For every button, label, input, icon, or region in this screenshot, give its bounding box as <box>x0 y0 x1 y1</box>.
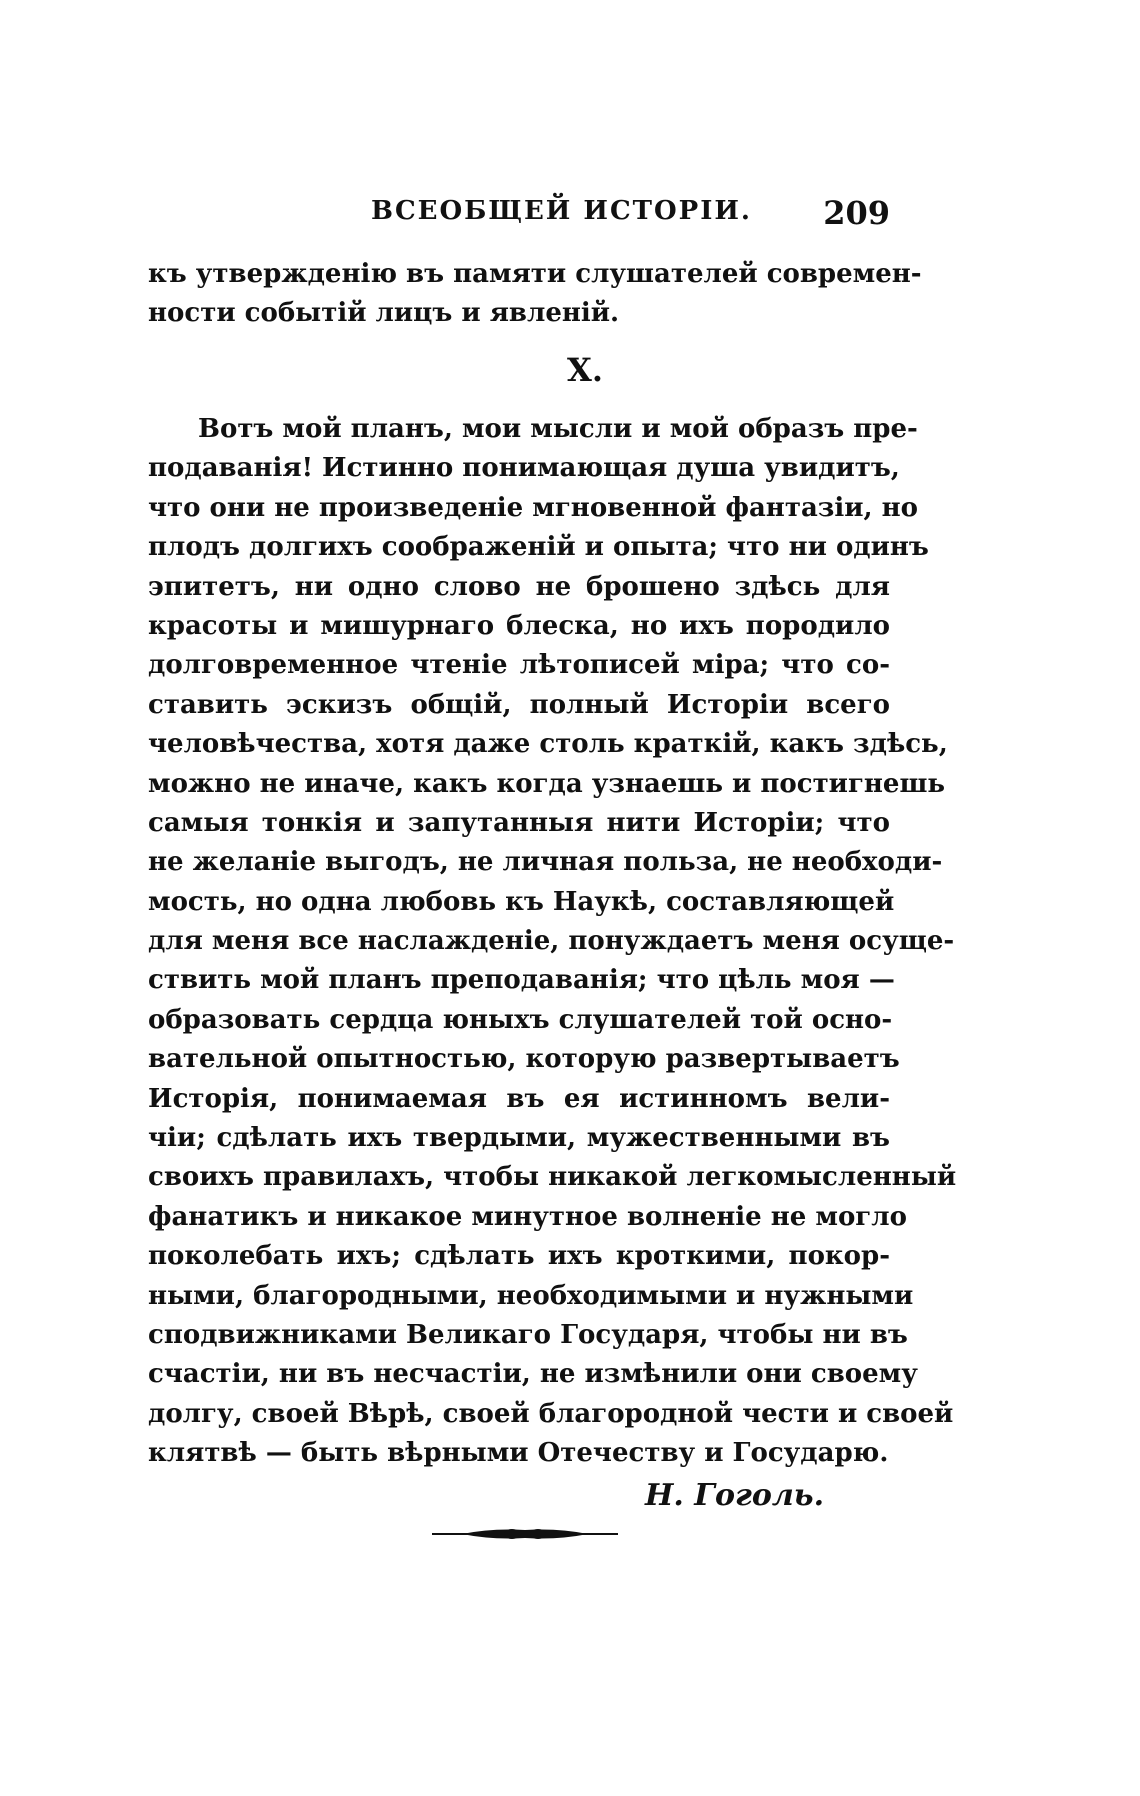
text-line: счастіи, ни въ несчастіи, не измѣнили они своему <box>148 1359 918 1390</box>
text-line: можно не иначе, какъ когда узнаешь и постигнешь <box>148 768 946 799</box>
text-line: своихъ правилахъ, чтобы никакой легкомысленный <box>148 1162 957 1193</box>
running-title: ВСЕОБЩЕЙ ИСТОРІИ. <box>371 196 752 226</box>
end-ornament <box>432 1524 618 1544</box>
text-line: вательной опытностью, которую развертываетъ <box>148 1044 900 1075</box>
text-line: подаванія! Истинно понимающая душа увидитъ, <box>148 453 900 484</box>
intro-paragraph <box>148 255 922 334</box>
text-line: ставить эскизъ общій, полный Исторіи всего <box>148 689 890 720</box>
text-line: къ утвержденію въ памяти слушателей современ- <box>148 259 922 289</box>
text-line: клятвѣ — быть вѣрными Отечеству и Государю. <box>148 1438 889 1469</box>
text-line: что они не произведеніе мгновенной фантазіи, но <box>148 492 919 523</box>
text-line: чіи; сдѣлать ихъ твердыми, мужественными въ <box>148 1123 890 1154</box>
author-signature: Н. Гоголь. <box>645 1478 825 1513</box>
section-heading: X. <box>567 351 603 389</box>
body-paragraph <box>148 410 957 1474</box>
text-line: образовать сердца юныхъ слушателей той осно- <box>148 1004 893 1035</box>
text-line: красоты и мишурнаго блеска, но ихъ породило <box>148 610 890 641</box>
text-line: эпитетъ, ни одно слово не брошено здѣсь для <box>148 571 890 602</box>
text-line: поколебать ихъ; сдѣлать ихъ кроткими, покор- <box>148 1241 890 1272</box>
text-line: сподвижниками Великаго Государя, чтобы ни въ <box>148 1319 908 1350</box>
text-line: плодъ долгихъ соображеній и опыта; что ни одинъ <box>148 532 929 563</box>
text-line: Вотъ мой планъ, мои мысли и мой образъ пре- <box>198 414 918 444</box>
text-line: долговременное чтеніе лѣтописей міра; что со- <box>148 650 890 681</box>
text-line: Исторія, понимаемая въ ея истинномъ вели- <box>148 1083 890 1114</box>
text-line: самыя тонкія и запутанныя нити Исторіи; что <box>148 807 890 838</box>
text-line: ности событій лицъ и явленій. <box>148 298 620 329</box>
running-header <box>148 196 890 236</box>
text-line: долгу, своей Вѣрѣ, своей благородной чести и своей <box>148 1398 954 1429</box>
text-line: не желаніе выгодъ, не личная польза, не необходи- <box>148 847 943 878</box>
page-number: 209 <box>823 194 890 232</box>
text-line: для меня все наслажденіе, понуждаетъ меня осуще- <box>148 926 955 957</box>
text-line: мость, но одна любовь къ Наукѣ, составляющей <box>148 886 895 917</box>
text-line: ными, благородными, необходимыми и нужными <box>148 1280 914 1311</box>
text-line: ствить мой планъ преподаванія; что цѣль моя — <box>148 965 895 996</box>
text-line: фанатикъ и никакое минутное волненіе не могло <box>148 1201 907 1232</box>
text-line: человѣчества, хотя даже столь краткій, какъ здѣсь, <box>148 729 948 760</box>
